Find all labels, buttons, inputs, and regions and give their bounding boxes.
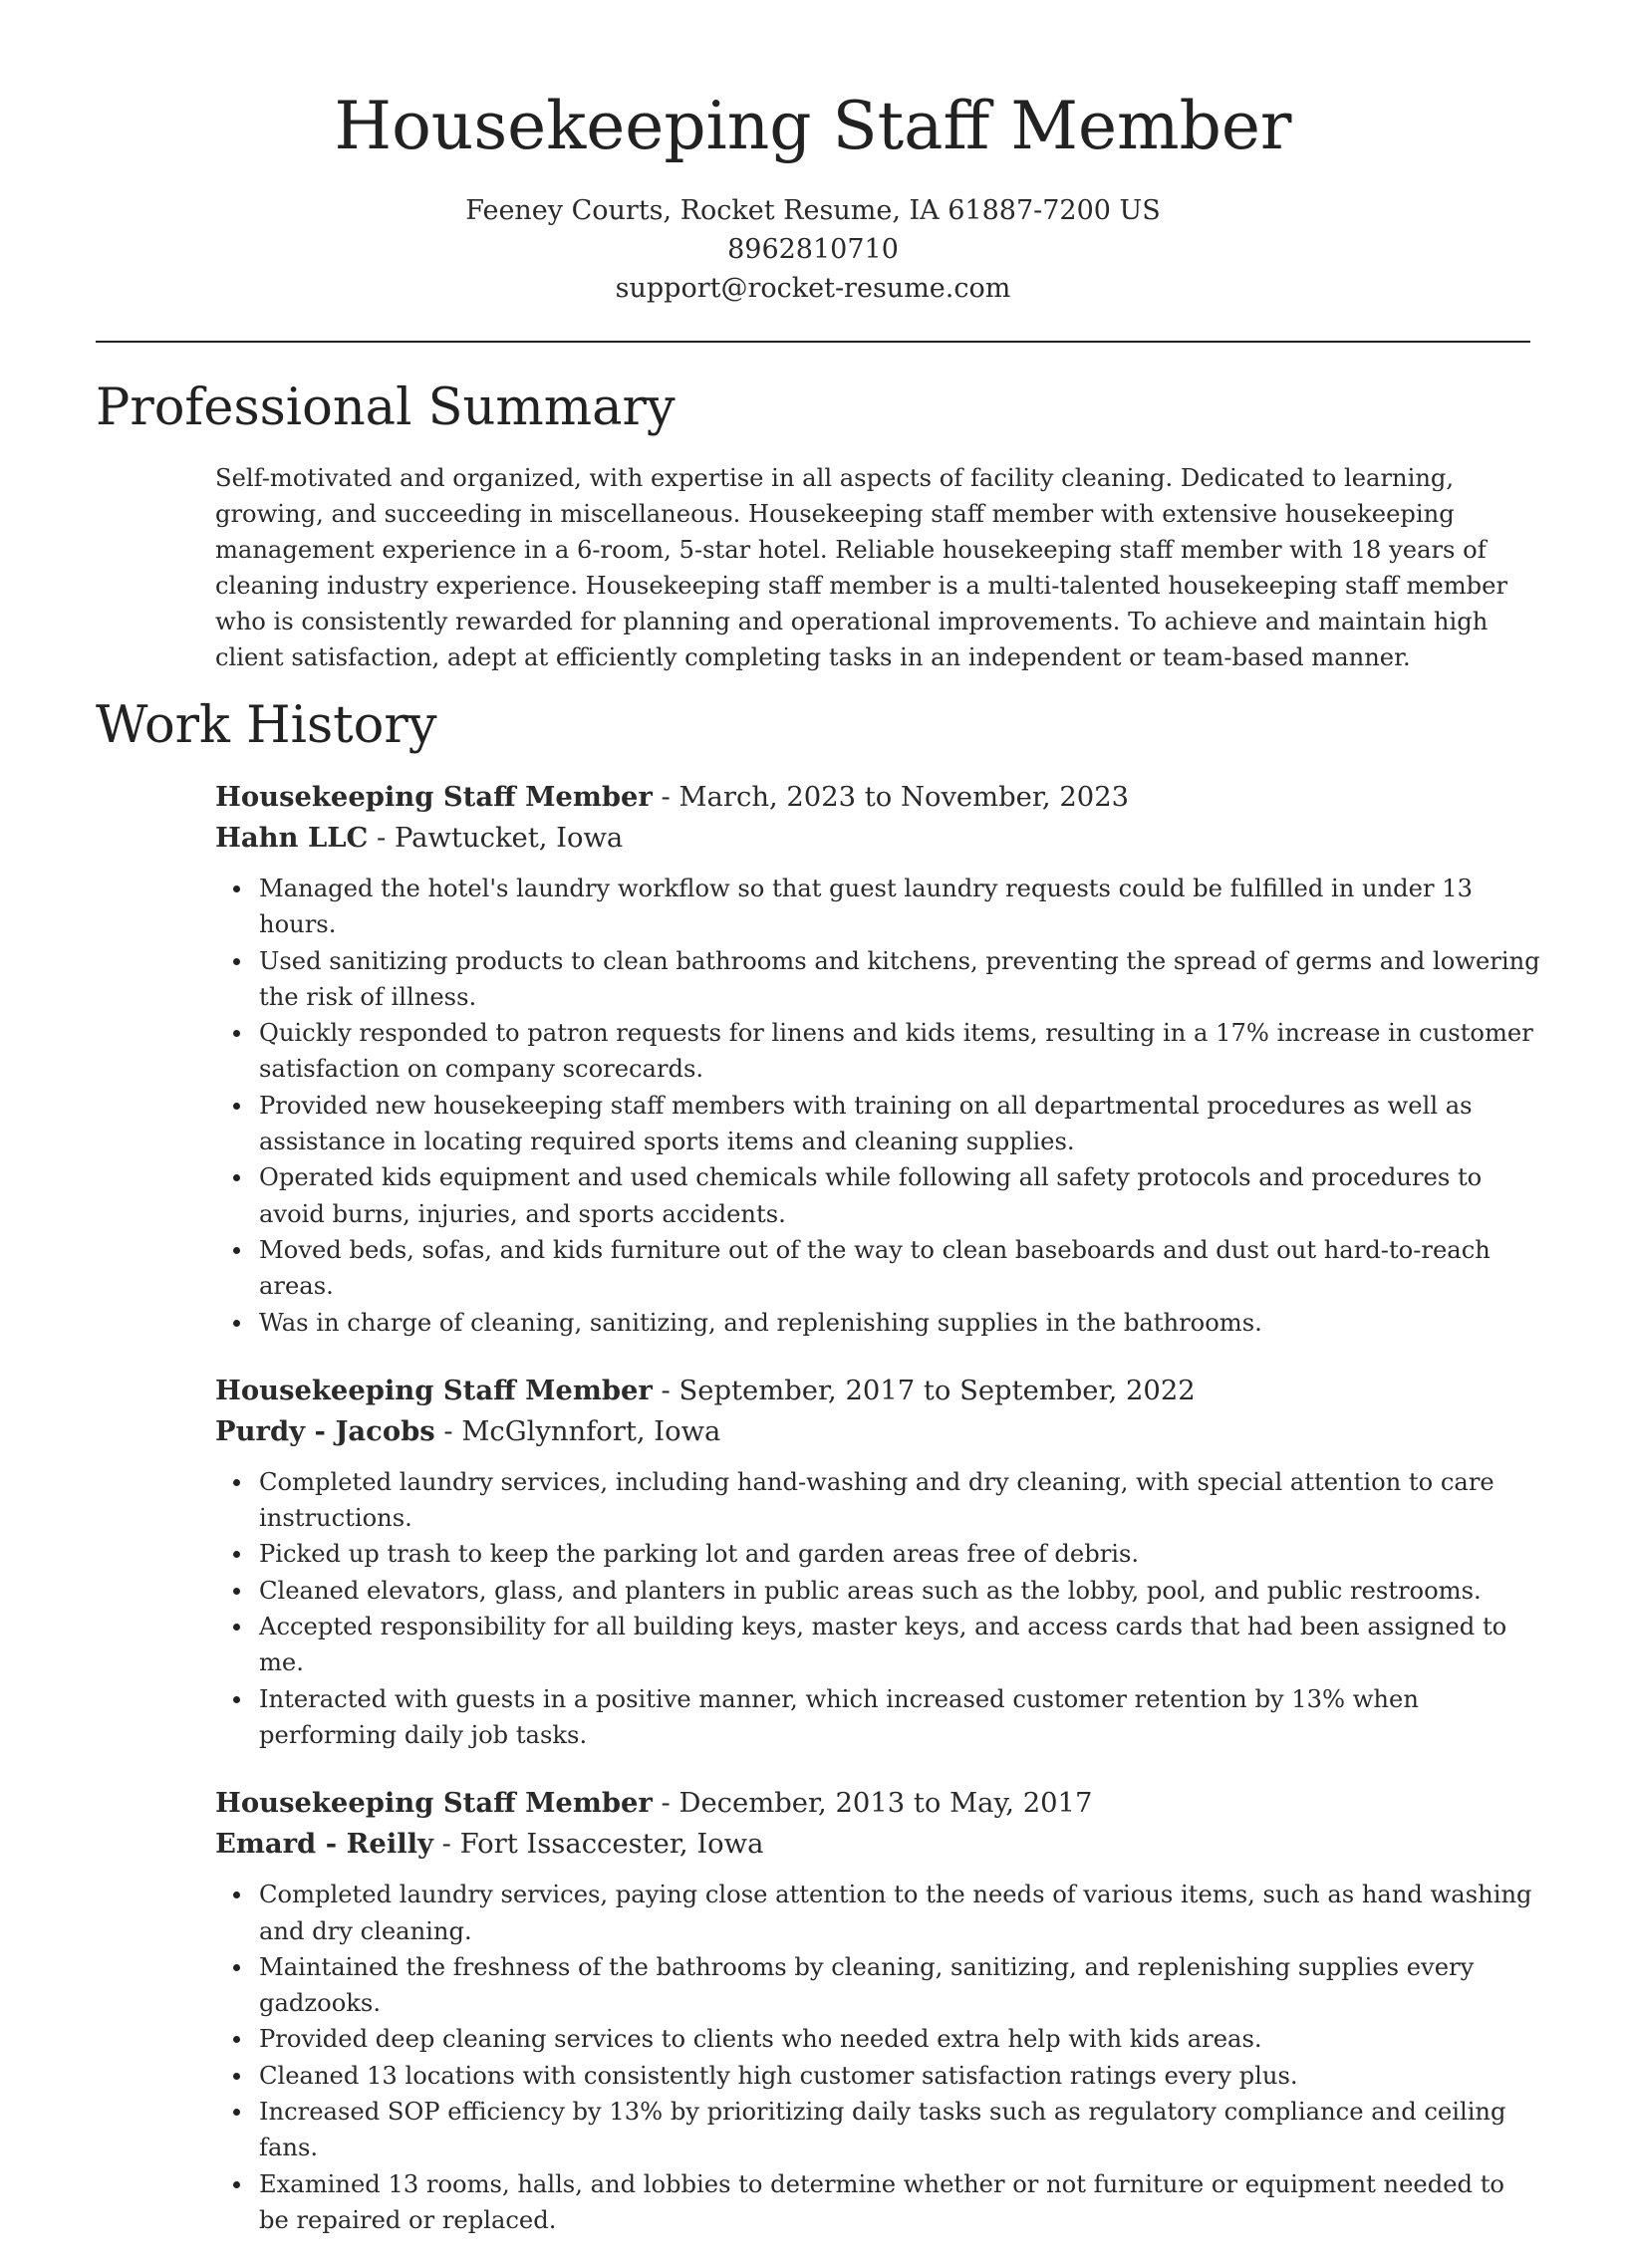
- resume-header: [0, 0, 1626, 308]
- contact-block: [0, 191, 1626, 308]
- job-dates: - March, 2023 to November, 2023: [652, 782, 1130, 813]
- job-bullet: Moved beds, sofas, and kids furniture out of the way to clean baseboards and dust out hard-to-reach areas.: [259, 1232, 1540, 1305]
- job-company-line: [215, 818, 1540, 859]
- job-bullet-list: [215, 871, 1540, 1341]
- job-title-line: [215, 1783, 1540, 1824]
- contact-email: support@rocket-resume.com: [615, 273, 1011, 304]
- job-bullet: Provided new housekeeping staff members with training on all departmental procedures as well as assistance in locating required sports items and cleaning supplies.: [259, 1088, 1540, 1160]
- job-bullet: Accepted responsibility for all building keys, master keys, and access cards that had been assigned to me.: [259, 1609, 1540, 1681]
- job-title-line: [215, 1371, 1540, 1411]
- summary-text: Self-motivated and organized, with expertise in all aspects of facility cleaning. Dedicated to learning, growing, and succeeding in miscellaneous. Housekeeping staff member with extensive housekeeping management experience in a 6-room, 5-star hotel. Reliable housekeeping staff member with 18 years of cleaning industry experience. Housekeeping staff member is a multi-talented housekeeping staff member who is consistently rewarded for planning and operational improvements. To achieve and maintain high client satisfaction, adept at efficiently completing tasks in an independent or team-based manner.: [215, 464, 1508, 671]
- job-dates: - December, 2013 to May, 2017: [652, 1788, 1093, 1820]
- job-bullet-list: [215, 1464, 1540, 1753]
- job-bullet: Completed laundry services, paying close attention to the needs of various items, such as hand washing and dry cleaning.: [259, 1877, 1540, 1949]
- job-entry: [215, 1783, 1540, 2238]
- job-company: Emard - Reilly: [215, 1828, 433, 1861]
- job-bullet: Examined 13 rooms, halls, and lobbies to determine whether or not furniture or equipment needed to be repaired or replaced.: [259, 2166, 1540, 2239]
- header-divider: [96, 341, 1530, 343]
- work-history-heading: Work History: [96, 696, 437, 755]
- job-bullet: Was in charge of cleaning, sanitizing, and replenishing supplies in the bathrooms.: [259, 1305, 1540, 1341]
- contact-phone: 8962810710: [727, 234, 899, 265]
- job-title-line: [215, 777, 1540, 818]
- job-dates: - September, 2017 to September, 2022: [652, 1375, 1196, 1406]
- job-company: Purdy - Jacobs: [215, 1414, 435, 1447]
- job-bullet: Maintained the freshness of the bathrooms by cleaning, sanitizing, and replenishing supplies every gadzooks.: [259, 1949, 1540, 2022]
- job-title: Housekeeping Staff Member: [215, 781, 653, 813]
- job-company: Hahn LLC: [215, 822, 369, 854]
- job-bullet: Increased SOP efficiency by 13% by prioritizing daily tasks such as regulatory compliance and ceiling fans.: [259, 2094, 1540, 2166]
- job-bullet: Quickly responded to patron requests for linens and kids items, resulting in a 17% increase in customer satisfaction on company scorecards.: [259, 1015, 1540, 1088]
- job-entry: [215, 1371, 1540, 1753]
- job-bullet: Cleaned 13 locations with consistently high customer satisfaction ratings every plus.: [259, 2058, 1540, 2094]
- job-company-line: [215, 1824, 1540, 1865]
- job-bullet: Used sanitizing products to clean bathrooms and kitchens, preventing the spread of germs and lowering the risk of illness.: [259, 943, 1540, 1016]
- job-location: - Fort Issaccester, Iowa: [432, 1829, 764, 1861]
- job-title: Housekeeping Staff Member: [215, 1787, 653, 1820]
- job-title: Housekeeping Staff Member: [215, 1374, 653, 1406]
- contact-address: Feeney Courts, Rocket Resume, IA 61887-7200 US: [465, 195, 1161, 226]
- job-entry: [215, 777, 1540, 1341]
- candidate-name: Housekeeping Staff Member: [334, 88, 1292, 164]
- work-history-list: [215, 777, 1540, 2268]
- job-bullet-list: [215, 1877, 1540, 2238]
- job-bullet: Managed the hotel's laundry workflow so that guest laundry requests could be fulfilled in under 13 hours.: [259, 871, 1540, 943]
- job-bullet: Picked up trash to keep the parking lot and garden areas free of debris.: [259, 1536, 1540, 1572]
- job-bullet: Cleaned elevators, glass, and planters in public areas such as the lobby, pool, and public restrooms.: [259, 1573, 1540, 1609]
- job-location: - McGlynnfort, Iowa: [434, 1415, 721, 1447]
- job-bullet: Completed laundry services, including hand-washing and dry cleaning, with special attention to care instructions.: [259, 1464, 1540, 1537]
- job-company-line: [215, 1411, 1540, 1452]
- job-bullet: Operated kids equipment and used chemicals while following all safety protocols and procedures to avoid burns, injuries, and sports accidents.: [259, 1159, 1540, 1232]
- summary-heading: Professional Summary: [96, 378, 676, 437]
- job-location: - Pawtucket, Iowa: [368, 823, 624, 854]
- job-bullet: Provided deep cleaning services to clients who needed extra help with kids areas.: [259, 2021, 1540, 2057]
- job-bullet: Interacted with guests in a positive manner, which increased customer retention by 13% when performing daily job tasks.: [259, 1681, 1540, 1754]
